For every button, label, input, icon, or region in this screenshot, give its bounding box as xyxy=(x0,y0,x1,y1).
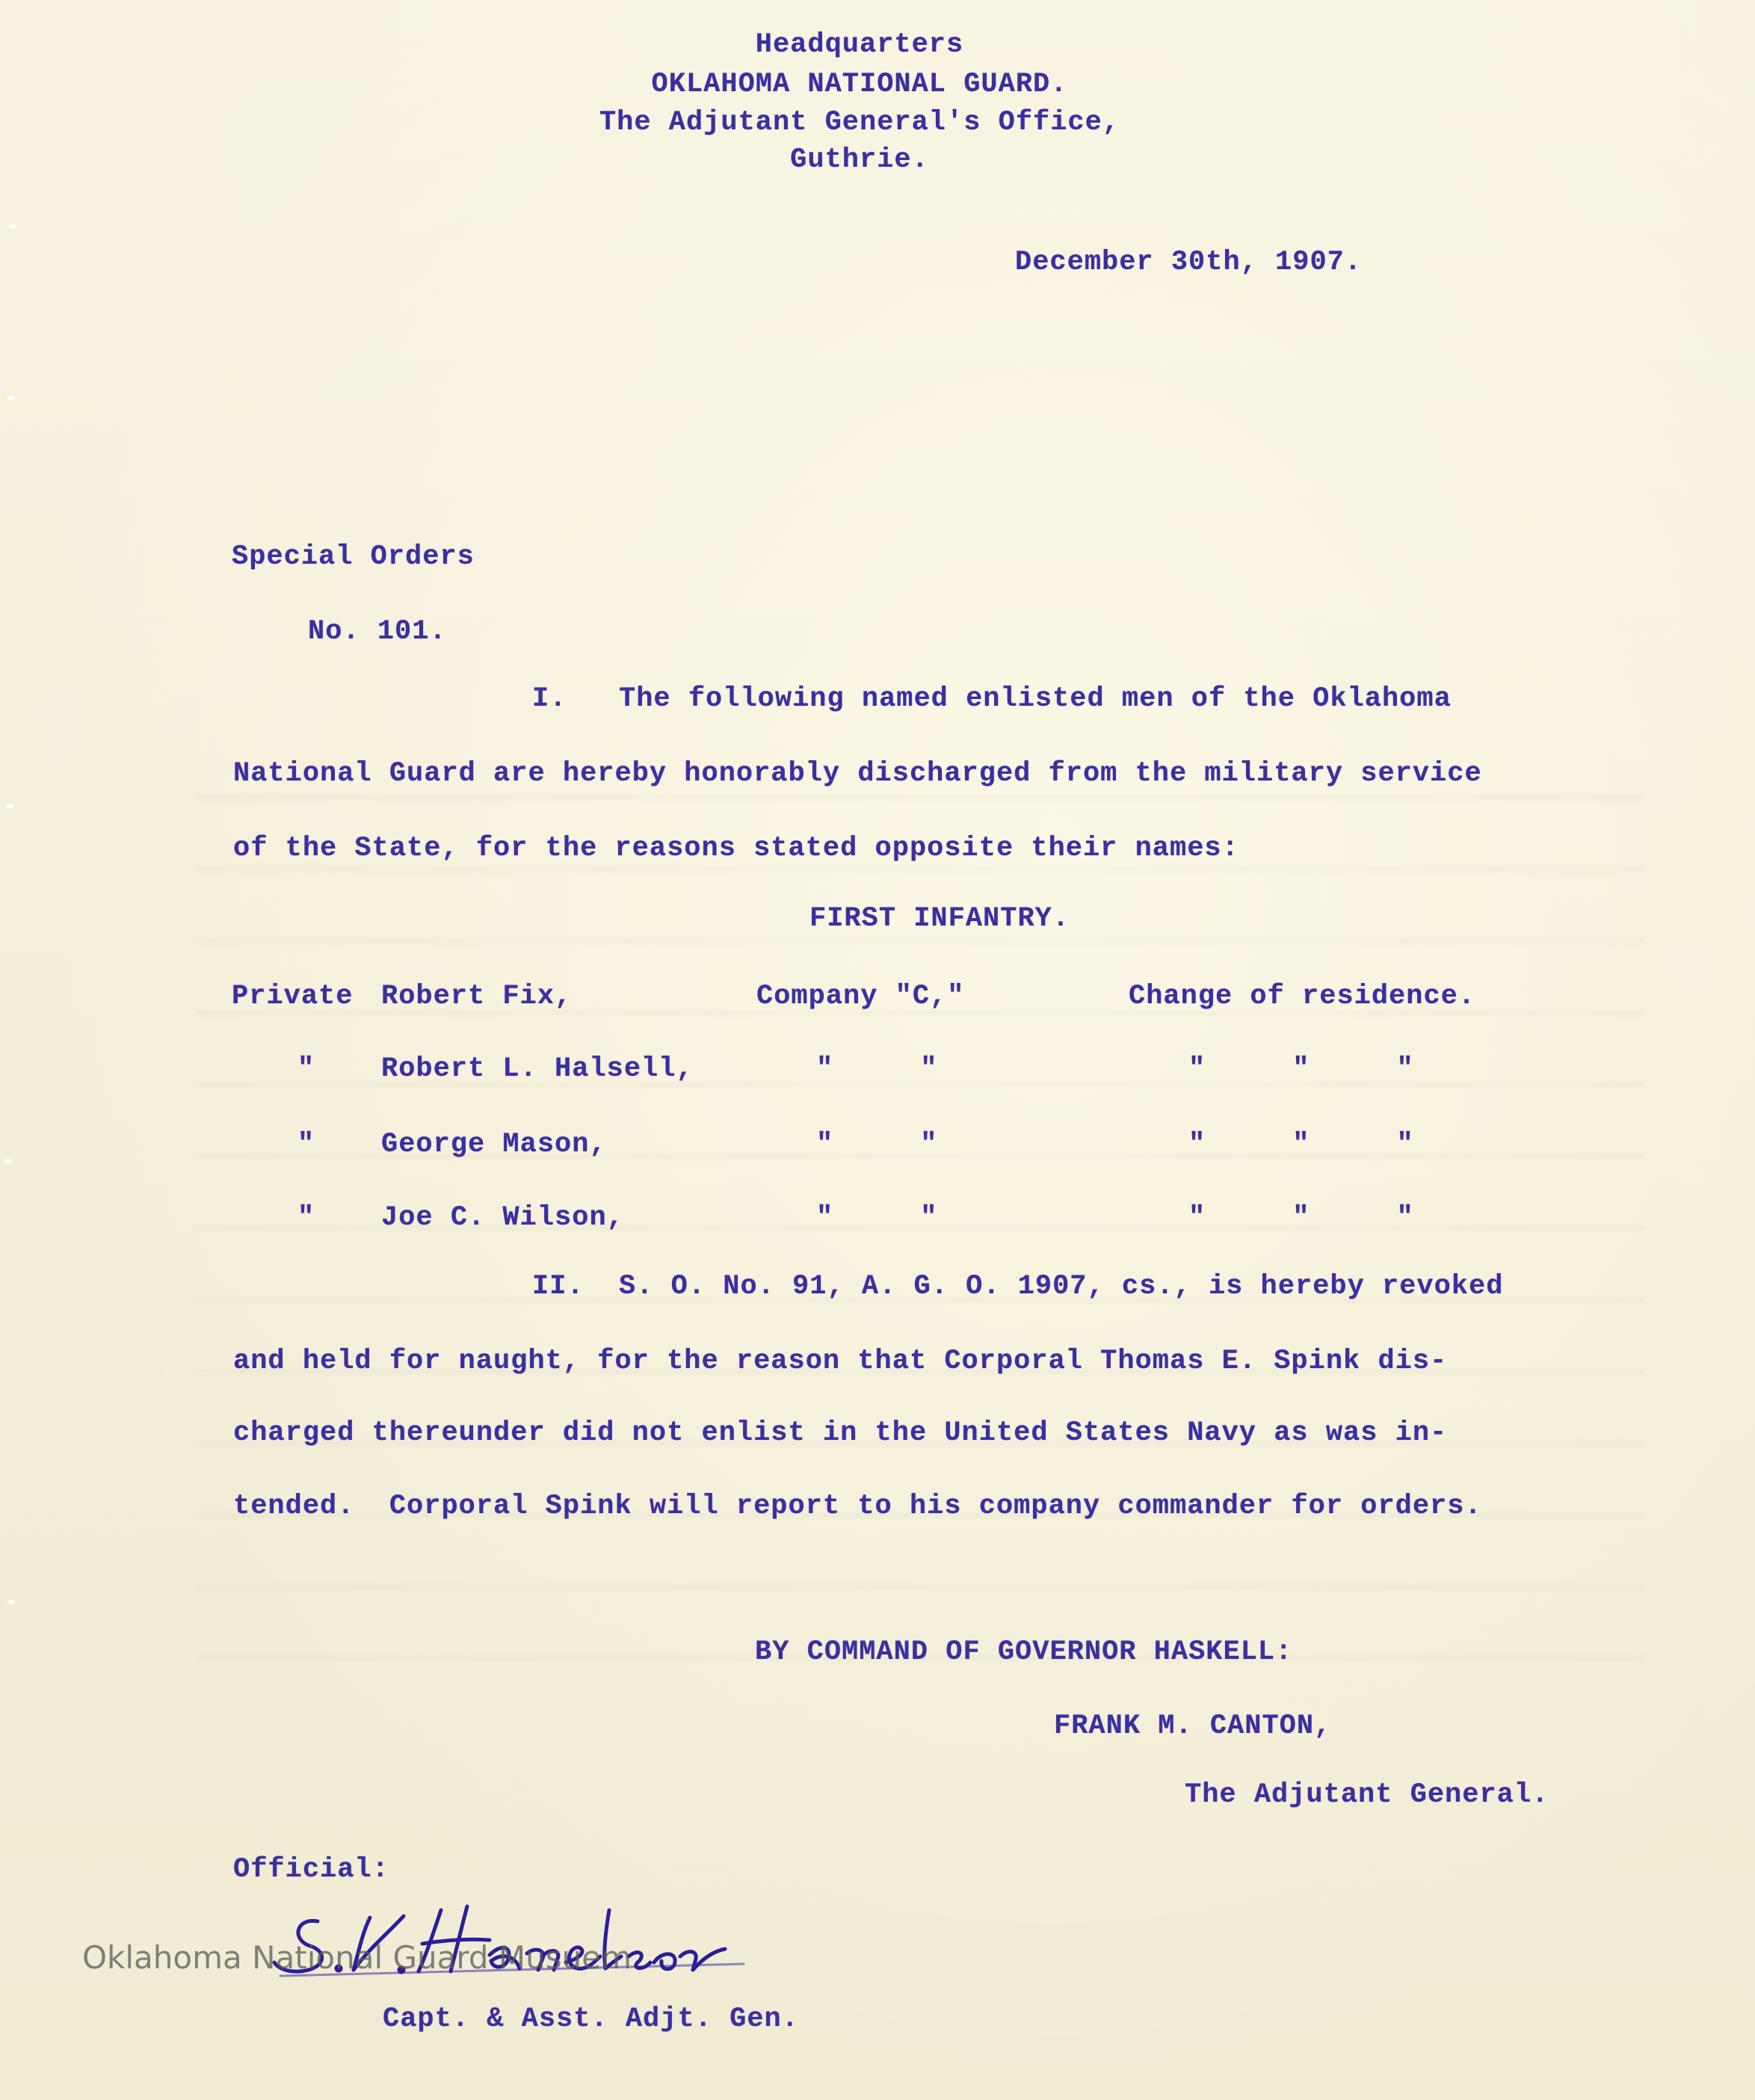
command-authority: BY COMMAND OF GOVERNOR HASKELL: xyxy=(755,1636,1293,1668)
paper-edge-speck xyxy=(4,1159,12,1163)
signatory-name: FRANK M. CANTON, xyxy=(1054,1711,1332,1742)
company: " " xyxy=(816,1129,938,1160)
name: George Mason, xyxy=(381,1129,607,1160)
company: " " xyxy=(816,1202,938,1234)
official-title: Capt. & Asst. Adjt. Gen. xyxy=(383,2004,799,2035)
name: Robert Fix, xyxy=(381,981,573,1012)
reason: " " " xyxy=(1188,1053,1414,1085)
signatory-title: The Adjutant General. xyxy=(1185,1779,1549,1811)
letterhead-line-1: Headquarters xyxy=(755,29,964,61)
official-label: Official: xyxy=(233,1854,389,1885)
name: Robert L. Halsell, xyxy=(381,1053,694,1085)
paragraph-2-line-3: charged thereunder did not enlist in the United States Navy as was in- xyxy=(233,1417,1448,1449)
paragraph-1-line-2: National Guard are hereby honorably discharged from the military service xyxy=(233,758,1482,789)
letterhead-line-2: OKLAHOMA NATIONAL GUARD. xyxy=(651,69,1068,100)
paper-edge-speck xyxy=(7,396,15,401)
reason: Change of residence. xyxy=(1129,981,1476,1012)
order-title: Special Orders xyxy=(232,541,475,573)
paper-edge-speck xyxy=(9,224,16,229)
letterhead-line-3: The Adjutant General's Office, xyxy=(599,107,1120,138)
paragraph-1-line-3: of the State, for the reasons stated opposite their names: xyxy=(233,833,1239,864)
letterhead-line-4: Guthrie. xyxy=(790,144,929,176)
name: Joe C. Wilson, xyxy=(381,1202,624,1234)
rank: " xyxy=(297,1202,315,1234)
paragraph-1-line-1: I. The following named enlisted men of the Oklahoma xyxy=(532,683,1452,715)
rank: Private xyxy=(232,981,354,1012)
paragraph-2-line-2: and held for naught, for the reason that Corporal Thomas E. Spink dis- xyxy=(233,1346,1448,1377)
company: Company "C," xyxy=(756,981,965,1012)
section-heading: FIRST INFANTRY. xyxy=(809,903,1070,934)
rank: " xyxy=(297,1129,315,1160)
paragraph-2-line-1: II. S. O. No. 91, A. G. O. 1907, cs., is hereby revoked xyxy=(532,1271,1504,1302)
order-number: No. 101. xyxy=(308,616,447,647)
museum-watermark: Oklahoma National Guard Musuem xyxy=(82,1939,632,1976)
paragraph-2-line-4: tended. Corporal Spink will report to his company commander for orders. xyxy=(233,1491,1482,1522)
paper-edge-speck xyxy=(6,804,13,808)
reason: " " " xyxy=(1188,1202,1414,1234)
reason: " " " xyxy=(1188,1129,1414,1160)
document-date: December 30th, 1907. xyxy=(1015,247,1363,278)
company: " " xyxy=(816,1053,938,1085)
rank: " xyxy=(297,1053,315,1085)
paper-edge-speck xyxy=(7,1600,15,1604)
